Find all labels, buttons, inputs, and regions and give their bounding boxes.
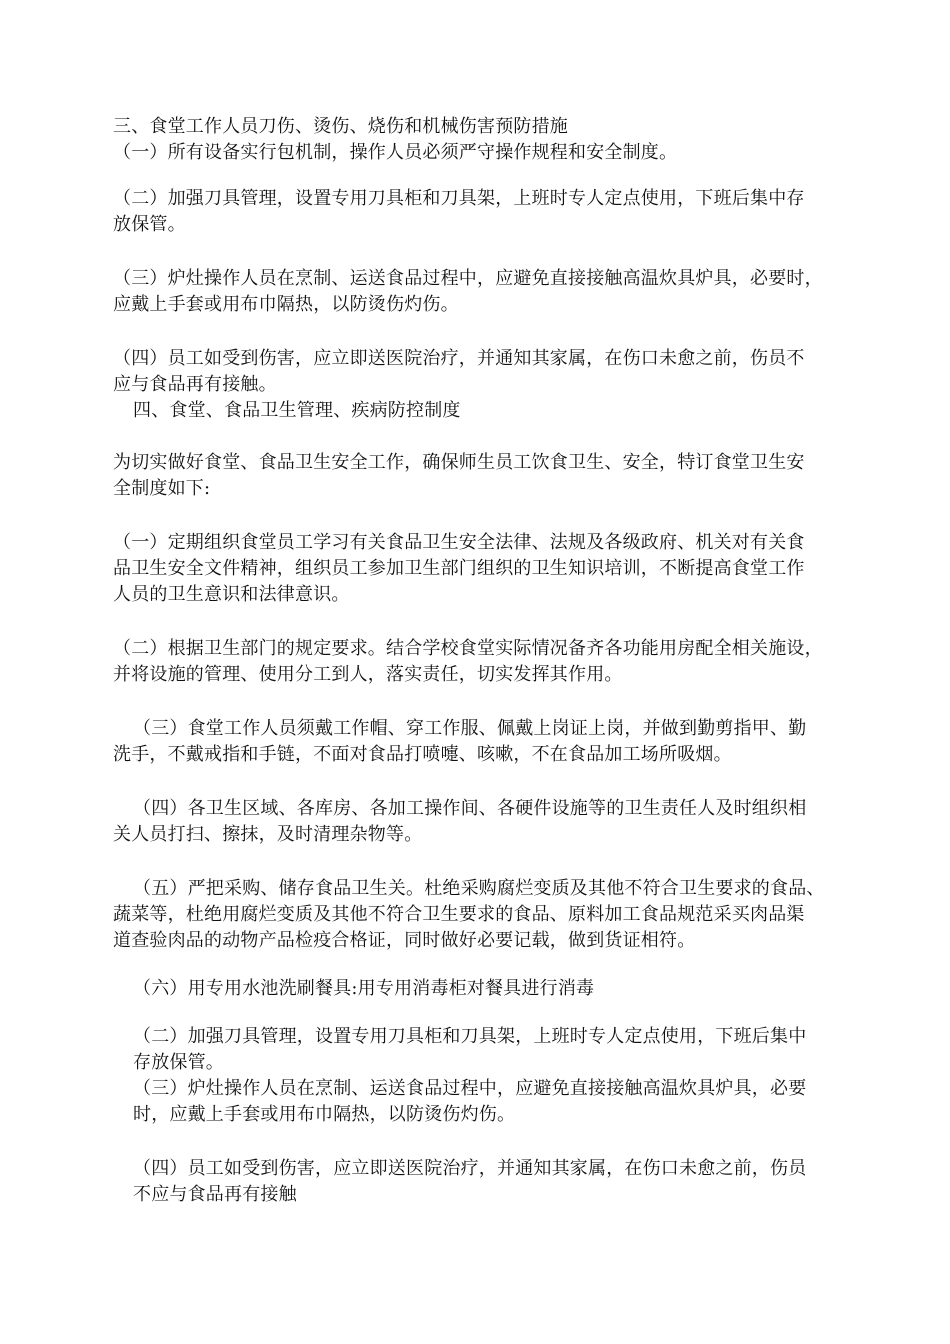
paragraph-4-6-line-1: （六）用专用水池洗刷餐具:用专用消毒柜对餐具进行消毒	[133, 978, 595, 999]
paragraph-repeat-2-line-1: （二）加强刀具管理，设置专用刀具柜和刀具架，上班时专人定点使用，下班后集中	[133, 1026, 807, 1047]
paragraph-3-2-line-2: 放保管。	[113, 214, 186, 235]
paragraph-4-4-line-2: 关人员打扫、擦抹，及时清理杂物等。	[113, 824, 423, 845]
intro-line-2: 全制度如下:	[113, 478, 211, 499]
paragraph-repeat-2-line-2: 存放保管。	[133, 1052, 224, 1073]
paragraph-3-3-line-1: （三）炉灶操作人员在烹制、运送食品过程中，应避免直接接触高温炊具炉具，必要时，	[113, 268, 823, 289]
paragraph-repeat-4-line-2: 不应与食品再有接触	[133, 1184, 297, 1205]
paragraph-4-1-line-3: 人员的卫生意识和法律意识。	[113, 584, 350, 605]
paragraph-4-1-line-2: 品卫生安全文件精神，组织员工参加卫生部门组织的卫生知识培训，不断提高食堂工作	[113, 558, 805, 579]
paragraph-4-3-line-1: （三）食堂工作人员须戴工作帽、穿工作服、佩戴上岗证上岗，并做到勤剪指甲、勤	[133, 718, 807, 739]
paragraph-4-2-line-1: （二）根据卫生部门的规定要求。结合学校食堂实际情况备齐各功能用房配全相关施设，	[113, 638, 823, 659]
paragraph-4-1-line-1: （一）定期组织食堂员工学习有关食品卫生安全法律、法规及各级政府、机关对有关食	[113, 532, 805, 553]
paragraph-repeat-3-line-1: （三）炉灶操作人员在烹制、运送食品过程中，应避免直接接触高温炊具炉具，必要	[133, 1078, 807, 1099]
paragraph-3-1-line-1: （一）所有设备实行包机制，操作人员必须严守操作规程和安全制度。	[113, 142, 678, 163]
paragraph-3-3-line-2: 应戴上手套或用布巾隔热，以防烫伤灼伤。	[113, 294, 459, 315]
section-4-heading: 四、食堂、食品卫生管理、疾病防控制度	[133, 400, 461, 421]
section-3-heading: 三、食堂工作人员刀伤、烫伤、烧伤和机械伤害预防措施	[113, 116, 568, 137]
paragraph-3-2-line-1: （二）加强刀具管理，设置专用刀具柜和刀具架，上班时专人定点使用，下班后集中存	[113, 188, 805, 209]
paragraph-4-3-line-2: 洗手，不戴戒指和手链，不面对食品打喷嚏、咳嗽，不在食品加工场所吸烟。	[113, 744, 732, 765]
paragraph-4-4-line-1: （四）各卫生区域、各库房、各加工操作间、各硬件设施等的卫生责任人及时组织相	[133, 798, 807, 819]
paragraph-3-4-line-2: 应与食品再有接触。	[113, 374, 277, 395]
paragraph-4-2-line-2: 并将设施的管理、使用分工到人，落实责任，切实发挥其作用。	[113, 664, 623, 685]
paragraph-repeat-4-line-1: （四）员工如受到伤害，应立即送医院治疗，并通知其家属，在伤口未愈之前，伤员	[133, 1158, 807, 1179]
paragraph-4-5-line-3: 道查验肉品的动物产品检疫合格证，同时做好必要记载，做到货证相符。	[113, 930, 696, 951]
intro-line-1: 为切实做好食堂、食品卫生安全工作，确保师生员工饮食卫生、安全，特订食堂卫生安	[113, 452, 805, 473]
paragraph-3-4-line-1: （四）员工如受到伤害，应立即送医院治疗，并通知其家属，在伤口未愈之前，伤员不	[113, 348, 805, 369]
paragraph-4-5-line-1: （五）严把采购、储存食品卫生关。杜绝采购腐烂变质及其他不符合卫生要求的食品、	[133, 878, 825, 899]
paragraph-4-5-line-2: 蔬菜等，杜绝用腐烂变质及其他不符合卫生要求的食品、原料加工食品规范采买肉品渠	[113, 904, 805, 925]
paragraph-repeat-3-line-2: 时，应戴上手套或用布巾隔热，以防烫伤灼伤。	[133, 1104, 516, 1125]
